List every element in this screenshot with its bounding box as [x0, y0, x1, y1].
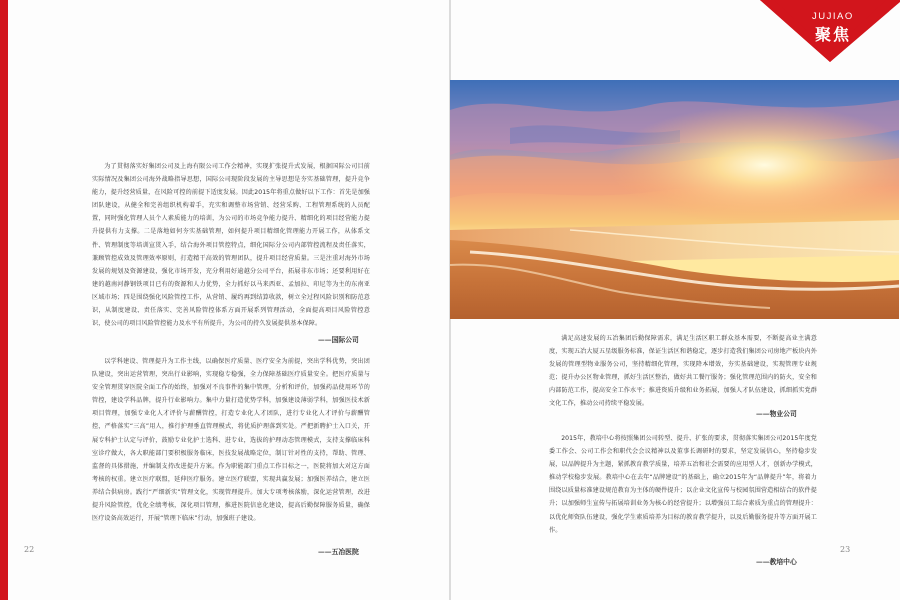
section-tag-chinese: 聚焦	[815, 25, 852, 44]
article-training-center: 2015年，教培中心将按照集团公司转型、提升、扩张的要求，贯彻落实集团公司2015年度党委工作会、公司工作会和职代会会议精神以及董事长调研时的要求，坚定发展信心，坚持稳步发展，以品牌提升为主题，紧抓教育教学质量，培养五冶和社会需要的应用型人才，创新办学模式，推动学校稳步发展。教培中心在去年“品牌建设”的基础上，确立2015年为“品牌提升”年，将着力围绕以质量标准建设规范教育为主体的硬件提升；以企业文化宣传与校园氛围营造相结合的软件提升；以加强师生宣传与拓展培训业务为核心的经营提升；以增强员工综合素质为重点的管理提升：以优化师资队伍建设，强化学生素质培养为目标的教育教学提升，以及后勤服务提升等方面开展工作。	[549, 435, 817, 534]
sunset-beach-photo	[450, 80, 899, 319]
section-tag	[760, 0, 900, 62]
signature-wuye-hospital: ——五冶医院	[318, 548, 359, 556]
section-tag-english: JUJIAO	[812, 11, 854, 22]
sunset-beach-image	[450, 80, 899, 319]
signature-international-company: ——国际公司	[318, 336, 359, 344]
left-page	[8, 0, 449, 600]
signature-training-center: ——教培中心	[756, 558, 797, 566]
article-wuye-hospital: 以学科建设、管理提升为工作主线，以确保医疗质量、医疗安全为前提，突出学科优势，突出团队建设，突出运营管理，突出行业影响，实现稳专稳强，全力保障基础医疗质量安全。把医疗质量与安全管理贯穿医院全面工作的始终，加强对不良事件的集中管理，分析和评价，加强药品使用环节的管控，建设学科品牌，提升行业影响力。集中力量打造优势学科，加强建设薄弱学科，加强医技术新项目管理，加强专业化人才评价与薪酬管控，打造专业化人才团队，进行专业化人才评价与薪酬管控，严格落实“三高”用人，推行护理垂直管理模式，将优质护理落到实处。严把新聘护士入口关，开展专科护士认定与评价，鼓励专业化护士选科、进专业，选拔的护理动态管理模式，支持支撑临床科室诊疗做大，各大职能部门要积极服务临床，医技发展战略定位，制订针对性的支持，帮助、管理、监督的具体措施，并编制支持改进提升方案。作为职能部门重点工作目标之一，医院将加大对这方面考核的权重。建立医疗联盟，延伸医疗服务。建立医疗联盟，实现共赢发展；加强医养结合，建立医养结合供病房。践行“严细新实”管理文化，实现管理提升。加大专项考核落励，深化运营管理，改进提升风险管控，优化全绩考核，深化项目管理，推进医院信息化建设，提高后勤保障服务质量，确保医疗设备高效运行，开展“管理下临床”行动，加强班子建设。	[92, 358, 370, 523]
left-red-edge-bar	[0, 0, 8, 600]
page-number-right: 23	[840, 545, 851, 554]
article-international-company: 为了贯彻落实好集团公司及上海有限公司工作会精神，实现扩张提升式发展，根据国际公司目前实际情况及集团公司海外战略指导思想，国际公司现阶段发展的主导思想是夯实基础管理，提升竞争能力，提升经营质量，在风险可控的前提下适度发展。因此2015年将重点做好以下工作：首先是加强团队建设，从健全和完善组织机构着手，充实和调整市场营销、经营采购、工程管理系统的人员配置，同时强化管理人员个人素质能力的培训，为公司的市场竞争能力提升、精细化的项目经营能力提升提供有力支撑。二是落地如何夯实基础管理，如何提升项目精细化管理能力开展工作，从体系文件、管理制度等培训宣贯入手，结合海外项目管控特点，细化国际分公司内部管控流程及责任落实，兼顾管控成效及管理效率原则，打造精干高效的管理团队，提升项目经营质量。三是注重对海外市场发展的规划及资源建设，强化市场开发，充分利用好逾越分公司平台，拓展非东市场；还要利用好在建的越南河静钢铁项目已有的资源和人力优势，全力抓好以马来西亚、孟加拉、印尼等为主的东南亚区域市场；四是围绕强化风险管控工作，从营销、履约再到结算收款，树立全过程风险识别和防范意识，从制度建设、责任落实、完善风险管控体系方面开展系列管理活动，全面提高项目风险管控意识，使公司的项目风险管控能力及水平有所提升，为公司的持久发展提供基本保障。	[92, 163, 370, 328]
page-number-left: 22	[24, 545, 35, 554]
signature-property-company: ——物业公司	[756, 410, 797, 418]
article-property-company: 满足高速发展的五冶集团后勤保障需求，满足生活区职工群众基本需要，不断提高业主满意度，实现五冶大厦五星级服务标准，保证生活区和谐稳定，逐步打造我们集团公司房地产板块内外发展的管理型物业服务公司，坚持精细化管理，实现降本增效，夯实基础建设，实现管理专业规范；提升办公区物业管理，抓好生活区整治，做好共工餐厅服务；强化管理范围内的防火，安全和内部防范工作，提高安全工作水平；推进资质升级和业务拓展，加强人才队伍建设，抓细抓实党群文化工作，推动公司持续平稳发展。	[549, 335, 817, 408]
